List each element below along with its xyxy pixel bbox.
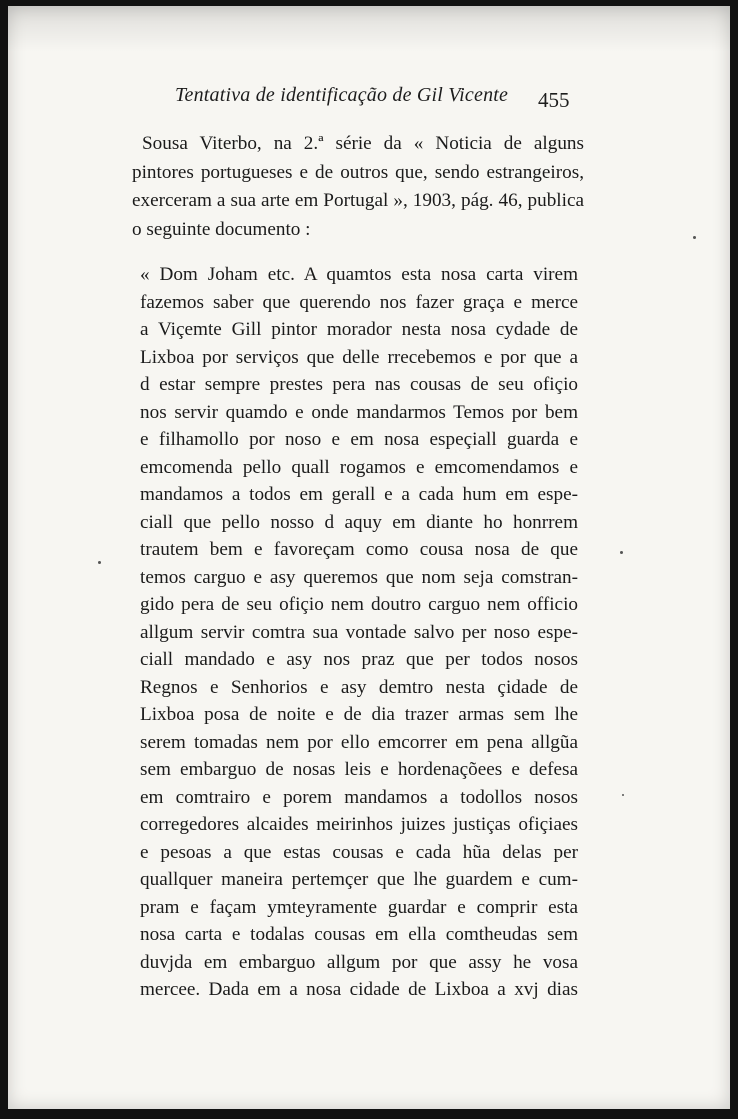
text-line: e pesoas a que estas cousas e cada hũa delas per: [140, 841, 578, 863]
text-line: em comtrairo e porem mandamos a todollos nosos: [140, 786, 578, 808]
text-line: d estar sempre prestes pera nas cousas de seu ofiçio: [140, 374, 578, 395]
text-line: pintores portugueses e de outros que, sendo estrangeiros,: [132, 161, 584, 183]
book-page: [8, 6, 730, 1109]
text-line: duvjda em embarguo allgum por que assy he vosa: [140, 951, 578, 973]
text-line: Regnos e Senhorios e asy demtro nesta çidade de: [140, 676, 578, 698]
text-line: exerceram a sua arte em Portugal », 1903, pág. 46, publica: [132, 190, 584, 211]
paper-speck: [693, 236, 696, 239]
text-line: o seguinte documento :: [132, 218, 311, 240]
text-line: Lixboa posa de noite e de dia trazer armas sem lhe: [140, 704, 578, 725]
text-line: corregedores alcaides meirinhos juizes justiças ofiçiaes: [140, 814, 578, 835]
text-line: nos servir quamdo e onde mandarmos Temos por bem: [140, 401, 578, 423]
paper-speck: [622, 794, 624, 796]
page-number: 455: [538, 88, 570, 112]
quoted-document: [140, 261, 578, 1004]
paper-speck: [98, 561, 101, 564]
text-line: Sousa Viterbo, na 2.ª série da « Noticia de alguns: [142, 133, 584, 154]
text-line: temos carguo e asy queremos que nom seja comstran-: [140, 566, 578, 588]
text-line: allgum servir comtra sua vontade salvo per noso espe-: [140, 621, 578, 643]
text-line: mercee. Dada em a nosa cidade de Lixboa a xvj dias: [140, 979, 578, 1000]
text-line: Lixboa por serviços que delle rrecebemos e por que a: [140, 346, 578, 368]
text-line: mandamos a todos em gerall e a cada hum em espe-: [140, 484, 578, 505]
text-line: serem tomadas nem por ello emcorrer em pena allgũa: [140, 731, 578, 753]
text-line: fazemos saber que querendo nos fazer graça e merce: [140, 291, 578, 313]
text-line: trautem bem e favoreçam como cousa nosa de que: [140, 539, 578, 560]
text-line: ciall mandado e asy nos praz que per todos nosos: [140, 649, 578, 670]
text-line: emcomenda pello quall rogamos e emcomendamos e: [140, 456, 578, 478]
text-line: quallquer maneira pertemçer que lhe guardem e cum-: [140, 869, 578, 890]
running-header: [8, 80, 730, 116]
text-line: gido pera de seu ofiçio nem doutro carguo nem officio: [140, 594, 578, 615]
text-line: e filhamollo por noso e em nosa espeçiall guarda e: [140, 429, 578, 450]
text-line: pram e façam ymteyramente guardar e comprir esta: [140, 896, 578, 918]
running-title: Tentativa de identificação de Gil Vicente: [175, 84, 509, 106]
text-line: sem embarguo de nosas leis e hordenaçõees e defesa: [140, 759, 578, 780]
text-line: a Viçemte Gill pintor morador nesta nosa cydade de: [140, 319, 578, 340]
text-line: « Dom Joham etc. A quamtos esta nosa carta virem: [140, 264, 578, 285]
text-line: ciall que pello nosso d aquy em diante ho honrrem: [140, 511, 578, 533]
intro-paragraph: [132, 130, 584, 244]
text-line: nosa carta e todalas cousas em ella comtheudas sem: [140, 924, 578, 945]
paper-speck: [620, 551, 623, 554]
